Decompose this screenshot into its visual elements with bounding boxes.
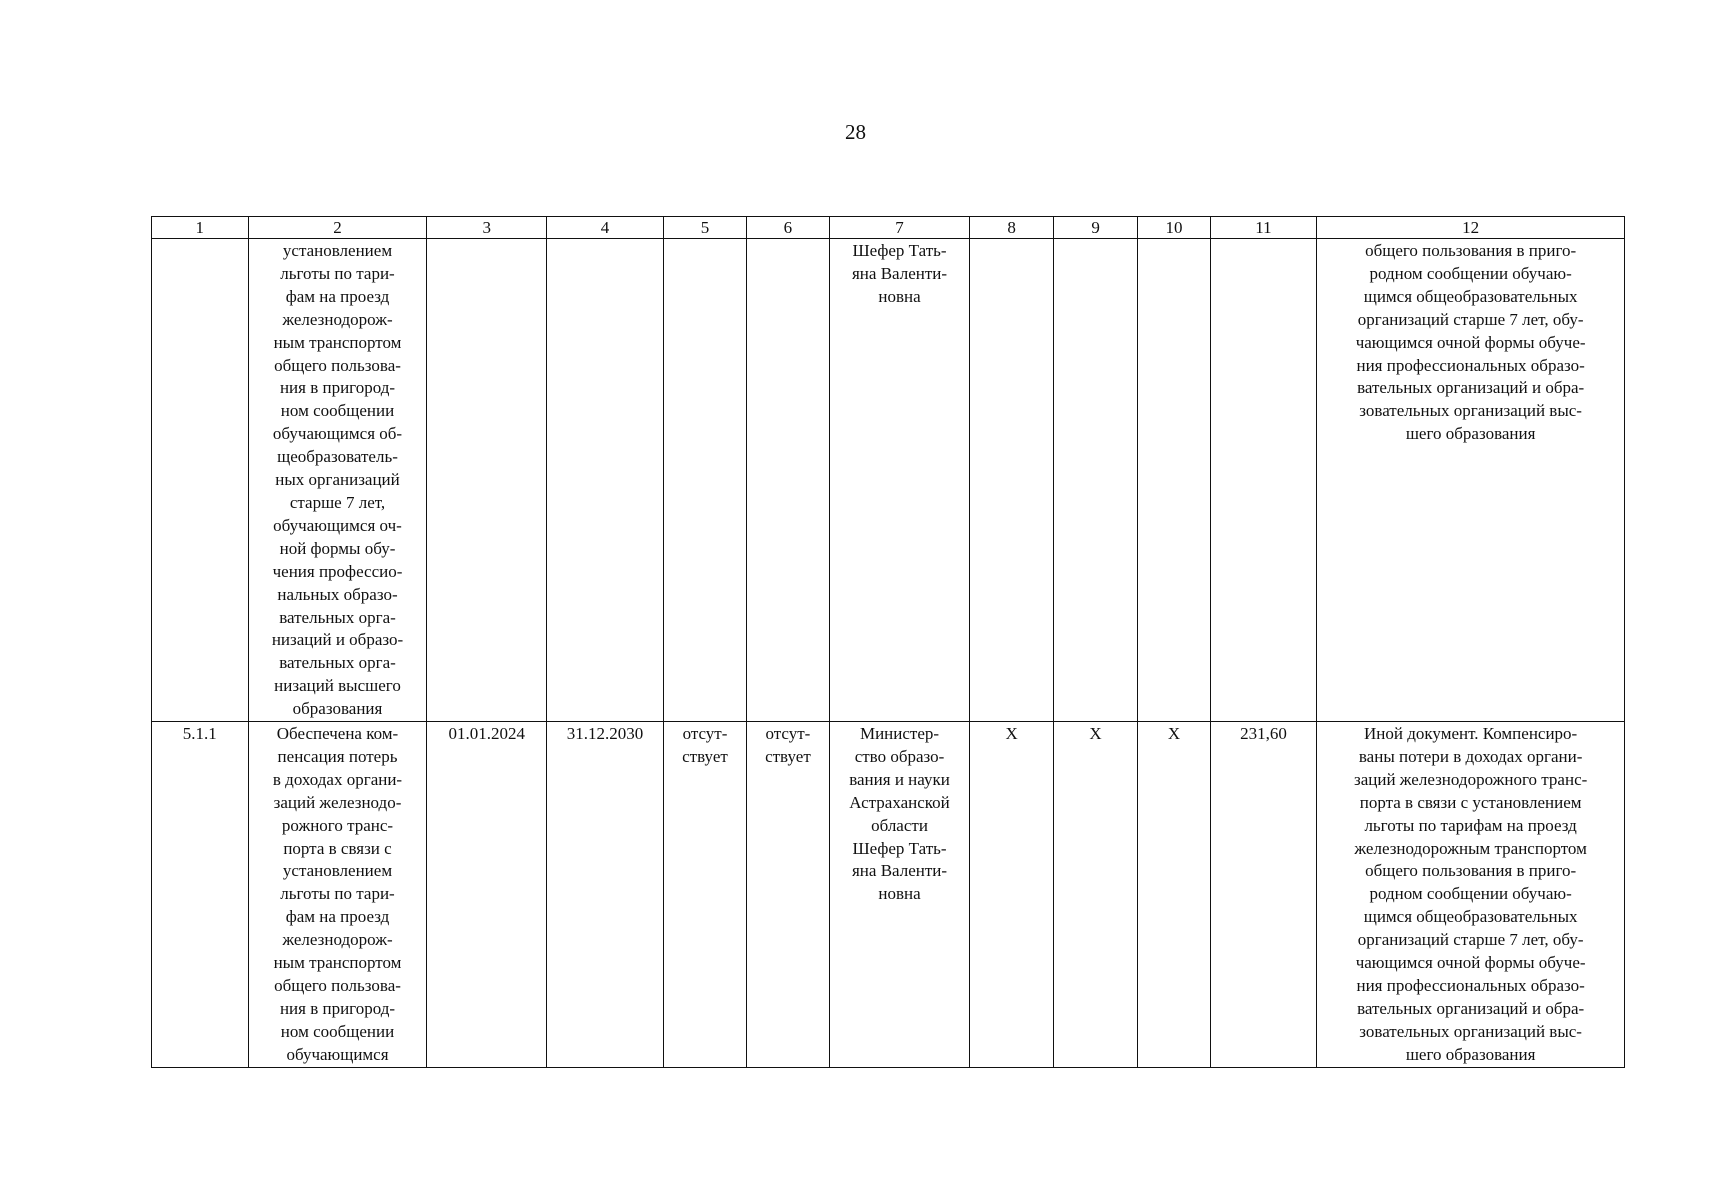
column-header: 9 [1053, 217, 1137, 239]
table-row [152, 722, 1625, 1068]
column-header: 7 [829, 217, 970, 239]
cell-amount: 231,60 [1210, 722, 1317, 1068]
cell-col5 [663, 239, 746, 722]
cell-responsible: Министер- ство образо- вания и науки Астраханской области Шефер Тать- яна Валенти- новна [829, 722, 970, 1068]
cell-number [152, 239, 249, 722]
cell-end-date [547, 239, 664, 722]
column-header: 10 [1138, 217, 1210, 239]
table-row [152, 239, 1625, 722]
plan-table [151, 216, 1625, 1068]
cell-col9: X [1053, 722, 1137, 1068]
column-header: 2 [248, 217, 427, 239]
column-header: 4 [547, 217, 664, 239]
cell-amount [1210, 239, 1317, 722]
column-header: 11 [1210, 217, 1317, 239]
table-header-row [152, 217, 1625, 239]
page-number: 28 [845, 120, 866, 144]
cell-col6 [747, 239, 829, 722]
column-header: 1 [152, 217, 249, 239]
column-header: 8 [970, 217, 1053, 239]
column-header: 12 [1317, 217, 1625, 239]
cell-number: 5.1.1 [152, 722, 249, 1068]
cell-col8 [970, 239, 1053, 722]
cell-start-date: 01.01.2024 [427, 722, 547, 1068]
column-header: 6 [747, 217, 829, 239]
cell-document: общего пользования в приго- родном сообщении обучаю- щимся общеобразовательных организаций старше 7 лет, обу- чающимся очной формы обуче- ния профессиональных образо- вательных организаций и обра- зовательных организаций выс- шего образования [1317, 239, 1625, 722]
cell-name: установлением льготы по тари- фам на проезд железнодорож- ным транспортом общего пользова- ния в пригород- ном сообщении обучающимся об- щеобразователь- ных организаций старше 7 лет, обучающимся оч- ной формы обу- чения профессио- нальных образо- вательных орга- низаций и образо- вательных орга- низаций высшего образования [248, 239, 427, 722]
cell-end-date: 31.12.2030 [547, 722, 664, 1068]
column-header: 3 [427, 217, 547, 239]
cell-col6: отсут- ствует [747, 722, 829, 1068]
cell-col9 [1053, 239, 1137, 722]
cell-responsible: Шефер Тать- яна Валенти- новна [829, 239, 970, 722]
cell-col5: отсут- ствует [663, 722, 746, 1068]
cell-document: Иной документ. Компенсиро- ваны потери в доходах органи- заций железнодорожного транс- порта в связи с установлением льготы по тарифам на проезд железнодорожным транспортом общего пользования в приго- родном сообщении обучаю- щимся общеобразовательных организаций старше 7 лет, обу- чающимся очной формы обуче- ния профессиональных образо- вательных организаций и обра- зовательных организаций выс- шего образования [1317, 722, 1625, 1068]
cell-col10: X [1138, 722, 1210, 1068]
cell-name: Обеспечена ком- пенсация потерь в доходах органи- заций железнодо- рожного транс- порта в связи с установлением льготы по тари- фам на проезд железнодорож- ным транспортом общего пользова- ния в пригород- ном сообщении обучающимся [248, 722, 427, 1068]
cell-col8: X [970, 722, 1053, 1068]
cell-start-date [427, 239, 547, 722]
column-header: 5 [663, 217, 746, 239]
cell-col10 [1138, 239, 1210, 722]
